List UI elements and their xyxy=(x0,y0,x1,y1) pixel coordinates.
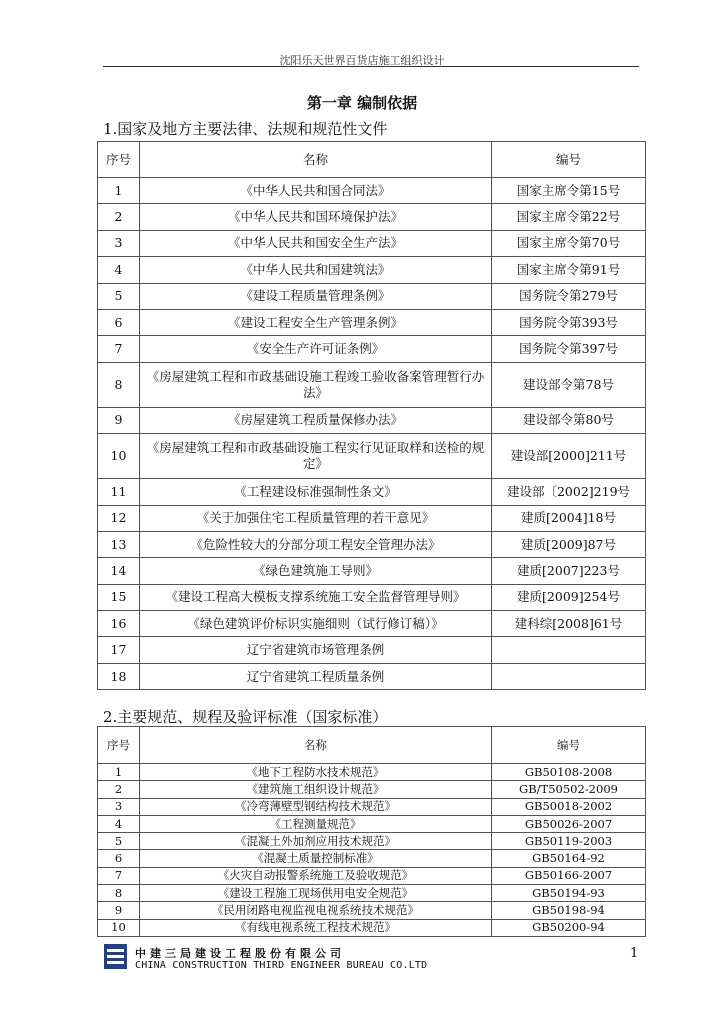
row-code: 建设部[2000]211号 xyxy=(492,434,646,479)
row-name: 辽宁省建筑市场管理条例 xyxy=(140,637,492,663)
table-row xyxy=(98,336,646,362)
row-name: 《混凝土质量控制标准》 xyxy=(140,850,492,867)
table-row xyxy=(98,611,646,637)
row-index: 12 xyxy=(98,505,140,531)
laws-table xyxy=(97,141,646,690)
table-row xyxy=(98,362,646,407)
row-name: 《中华人民共和国建筑法》 xyxy=(140,257,492,283)
row-code: 国务院令第393号 xyxy=(492,309,646,335)
footer-company-en: CHINA CONSTRUCTION THIRD ENGINEER BUREAU CO.LTD xyxy=(135,960,428,971)
row-code: 建质[2009]254号 xyxy=(492,584,646,610)
section-2-title: 2.主要规范、规程及验评标准（国家标准） xyxy=(103,708,388,726)
row-index: 4 xyxy=(98,257,140,283)
row-code: 建科综[2008]61号 xyxy=(492,611,646,637)
row-code: 国务院令第279号 xyxy=(492,283,646,309)
table-row xyxy=(98,204,646,230)
column-header-code: 编号 xyxy=(492,142,646,178)
table-row xyxy=(98,764,646,781)
column-header-index: 序号 xyxy=(98,727,140,764)
table-row xyxy=(98,558,646,584)
row-index: 2 xyxy=(98,204,140,230)
row-name: 辽宁省建筑工程质量条例 xyxy=(140,663,492,689)
table-row xyxy=(98,584,646,610)
row-code: GB/T50502-2009 xyxy=(492,781,646,798)
row-name: 《建设工程施工现场供用电安全规范》 xyxy=(140,885,492,902)
table-header-row xyxy=(98,142,646,178)
row-index: 6 xyxy=(98,850,140,867)
table-row xyxy=(98,257,646,283)
row-code: GB50200-94 xyxy=(492,919,646,936)
table-row xyxy=(98,434,646,479)
column-header-name: 名称 xyxy=(140,142,492,178)
row-name: 《建设工程安全生产管理条例》 xyxy=(140,309,492,335)
row-name: 《民用闭路电视监视电视系统技术规范》 xyxy=(140,902,492,919)
row-code: 国家主席令第70号 xyxy=(492,230,646,256)
page-number: 1 xyxy=(630,946,639,961)
row-index: 5 xyxy=(98,283,140,309)
page-header-title: 沈阳乐天世界百货店施工组织设计 xyxy=(279,54,445,67)
row-index: 10 xyxy=(98,434,140,479)
row-name: 《火灾自动报警系统施工及验收规范》 xyxy=(140,867,492,884)
row-name: 《危险性较大的分部分项工程安全管理办法》 xyxy=(140,531,492,557)
row-name: 《建设工程高大模板支撑系统施工安全监督管理导则》 xyxy=(140,584,492,610)
row-name: 《建筑施工组织设计规范》 xyxy=(140,781,492,798)
column-header-index: 序号 xyxy=(98,142,140,178)
table-row xyxy=(98,407,646,433)
row-name: 《安全生产许可证条例》 xyxy=(140,336,492,362)
table-row xyxy=(98,178,646,204)
company-logo-icon xyxy=(104,944,127,969)
row-code: GB50194-93 xyxy=(492,885,646,902)
row-code: 建质[2004]18号 xyxy=(492,505,646,531)
row-code: 建质[2009]87号 xyxy=(492,531,646,557)
row-index: 7 xyxy=(98,336,140,362)
row-name: 《中华人民共和国合同法》 xyxy=(140,178,492,204)
table-row xyxy=(98,283,646,309)
table-row xyxy=(98,867,646,884)
column-header-code: 编号 xyxy=(492,727,646,764)
row-code: GB50018-2002 xyxy=(492,798,646,815)
row-index: 9 xyxy=(98,902,140,919)
header-rule xyxy=(103,66,639,67)
row-code: GB50198-94 xyxy=(492,902,646,919)
row-code: 国家主席令第91号 xyxy=(492,257,646,283)
row-index: 13 xyxy=(98,531,140,557)
row-index: 3 xyxy=(98,230,140,256)
table-row xyxy=(98,663,646,689)
row-code: GB50119-2003 xyxy=(492,833,646,850)
row-index: 15 xyxy=(98,584,140,610)
table-row xyxy=(98,531,646,557)
row-index: 6 xyxy=(98,309,140,335)
table-row xyxy=(98,637,646,663)
row-code: 建设部令第80号 xyxy=(492,407,646,433)
row-name: 《混凝土外加剂应用技术规范》 xyxy=(140,833,492,850)
row-name: 《房屋建筑工程质量保修办法》 xyxy=(140,407,492,433)
table-header-row xyxy=(98,727,646,764)
table-row xyxy=(98,919,646,936)
row-code: 建设部〔2002]219号 xyxy=(492,479,646,505)
row-index: 1 xyxy=(98,178,140,204)
row-name: 《建设工程质量管理条例》 xyxy=(140,283,492,309)
row-name: 《工程测量规范》 xyxy=(140,815,492,832)
table-row xyxy=(98,479,646,505)
row-name: 《中华人民共和国环境保护法》 xyxy=(140,204,492,230)
table-row xyxy=(98,309,646,335)
row-name: 《中华人民共和国安全生产法》 xyxy=(140,230,492,256)
row-index: 5 xyxy=(98,833,140,850)
row-name: 《关于加强住宅工程质量管理的若干意见》 xyxy=(140,505,492,531)
row-code: GB50108-2008 xyxy=(492,764,646,781)
row-name: 《房屋建筑工程和市政基础设施工程竣工验收备案管理暂行办法》 xyxy=(140,362,492,407)
row-name: 《地下工程防水技术规范》 xyxy=(140,764,492,781)
row-code xyxy=(492,637,646,663)
row-code: 国家主席令第15号 xyxy=(492,178,646,204)
row-index: 11 xyxy=(98,479,140,505)
row-code xyxy=(492,663,646,689)
row-index: 17 xyxy=(98,637,140,663)
table-row xyxy=(98,885,646,902)
row-name: 《工程建设标准强制性条文》 xyxy=(140,479,492,505)
row-name: 《绿色建筑评价标识实施细则（试行修订稿）》 xyxy=(140,611,492,637)
row-index: 16 xyxy=(98,611,140,637)
row-index: 8 xyxy=(98,885,140,902)
row-name: 《有线电视系统工程技术规范》 xyxy=(140,919,492,936)
row-index: 14 xyxy=(98,558,140,584)
row-index: 3 xyxy=(98,798,140,815)
row-code: 建设部令第78号 xyxy=(492,362,646,407)
row-name: 《房屋建筑工程和市政基础设施工程实行见证取样和送检的规定》 xyxy=(140,434,492,479)
footer-company-cn: 中建三局建设工程股份有限公司 xyxy=(135,947,345,960)
row-name: 《冷弯薄壁型钢结构技术规范》 xyxy=(140,798,492,815)
column-header-name: 名称 xyxy=(140,727,492,764)
row-code: GB50164-92 xyxy=(492,850,646,867)
row-index: 7 xyxy=(98,867,140,884)
row-code: GB50166-2007 xyxy=(492,867,646,884)
table-row xyxy=(98,798,646,815)
row-index: 2 xyxy=(98,781,140,798)
row-code: 建质[2007]223号 xyxy=(492,558,646,584)
row-index: 1 xyxy=(98,764,140,781)
row-index: 9 xyxy=(98,407,140,433)
chapter-title: 第一章 编制依据 xyxy=(306,94,418,112)
row-index: 10 xyxy=(98,919,140,936)
table-row xyxy=(98,815,646,832)
table-row xyxy=(98,850,646,867)
table-row xyxy=(98,230,646,256)
row-index: 18 xyxy=(98,663,140,689)
section-1-title: 1.国家及地方主要法律、法规和规范性文件 xyxy=(103,120,388,138)
table-row xyxy=(98,505,646,531)
table-row xyxy=(98,781,646,798)
table-row xyxy=(98,833,646,850)
row-name: 《绿色建筑施工导则》 xyxy=(140,558,492,584)
standards-table xyxy=(97,726,646,937)
table-row xyxy=(98,902,646,919)
row-code: 国务院令第397号 xyxy=(492,336,646,362)
row-code: 国家主席令第22号 xyxy=(492,204,646,230)
row-code: GB50026-2007 xyxy=(492,815,646,832)
row-index: 4 xyxy=(98,815,140,832)
row-index: 8 xyxy=(98,362,140,407)
